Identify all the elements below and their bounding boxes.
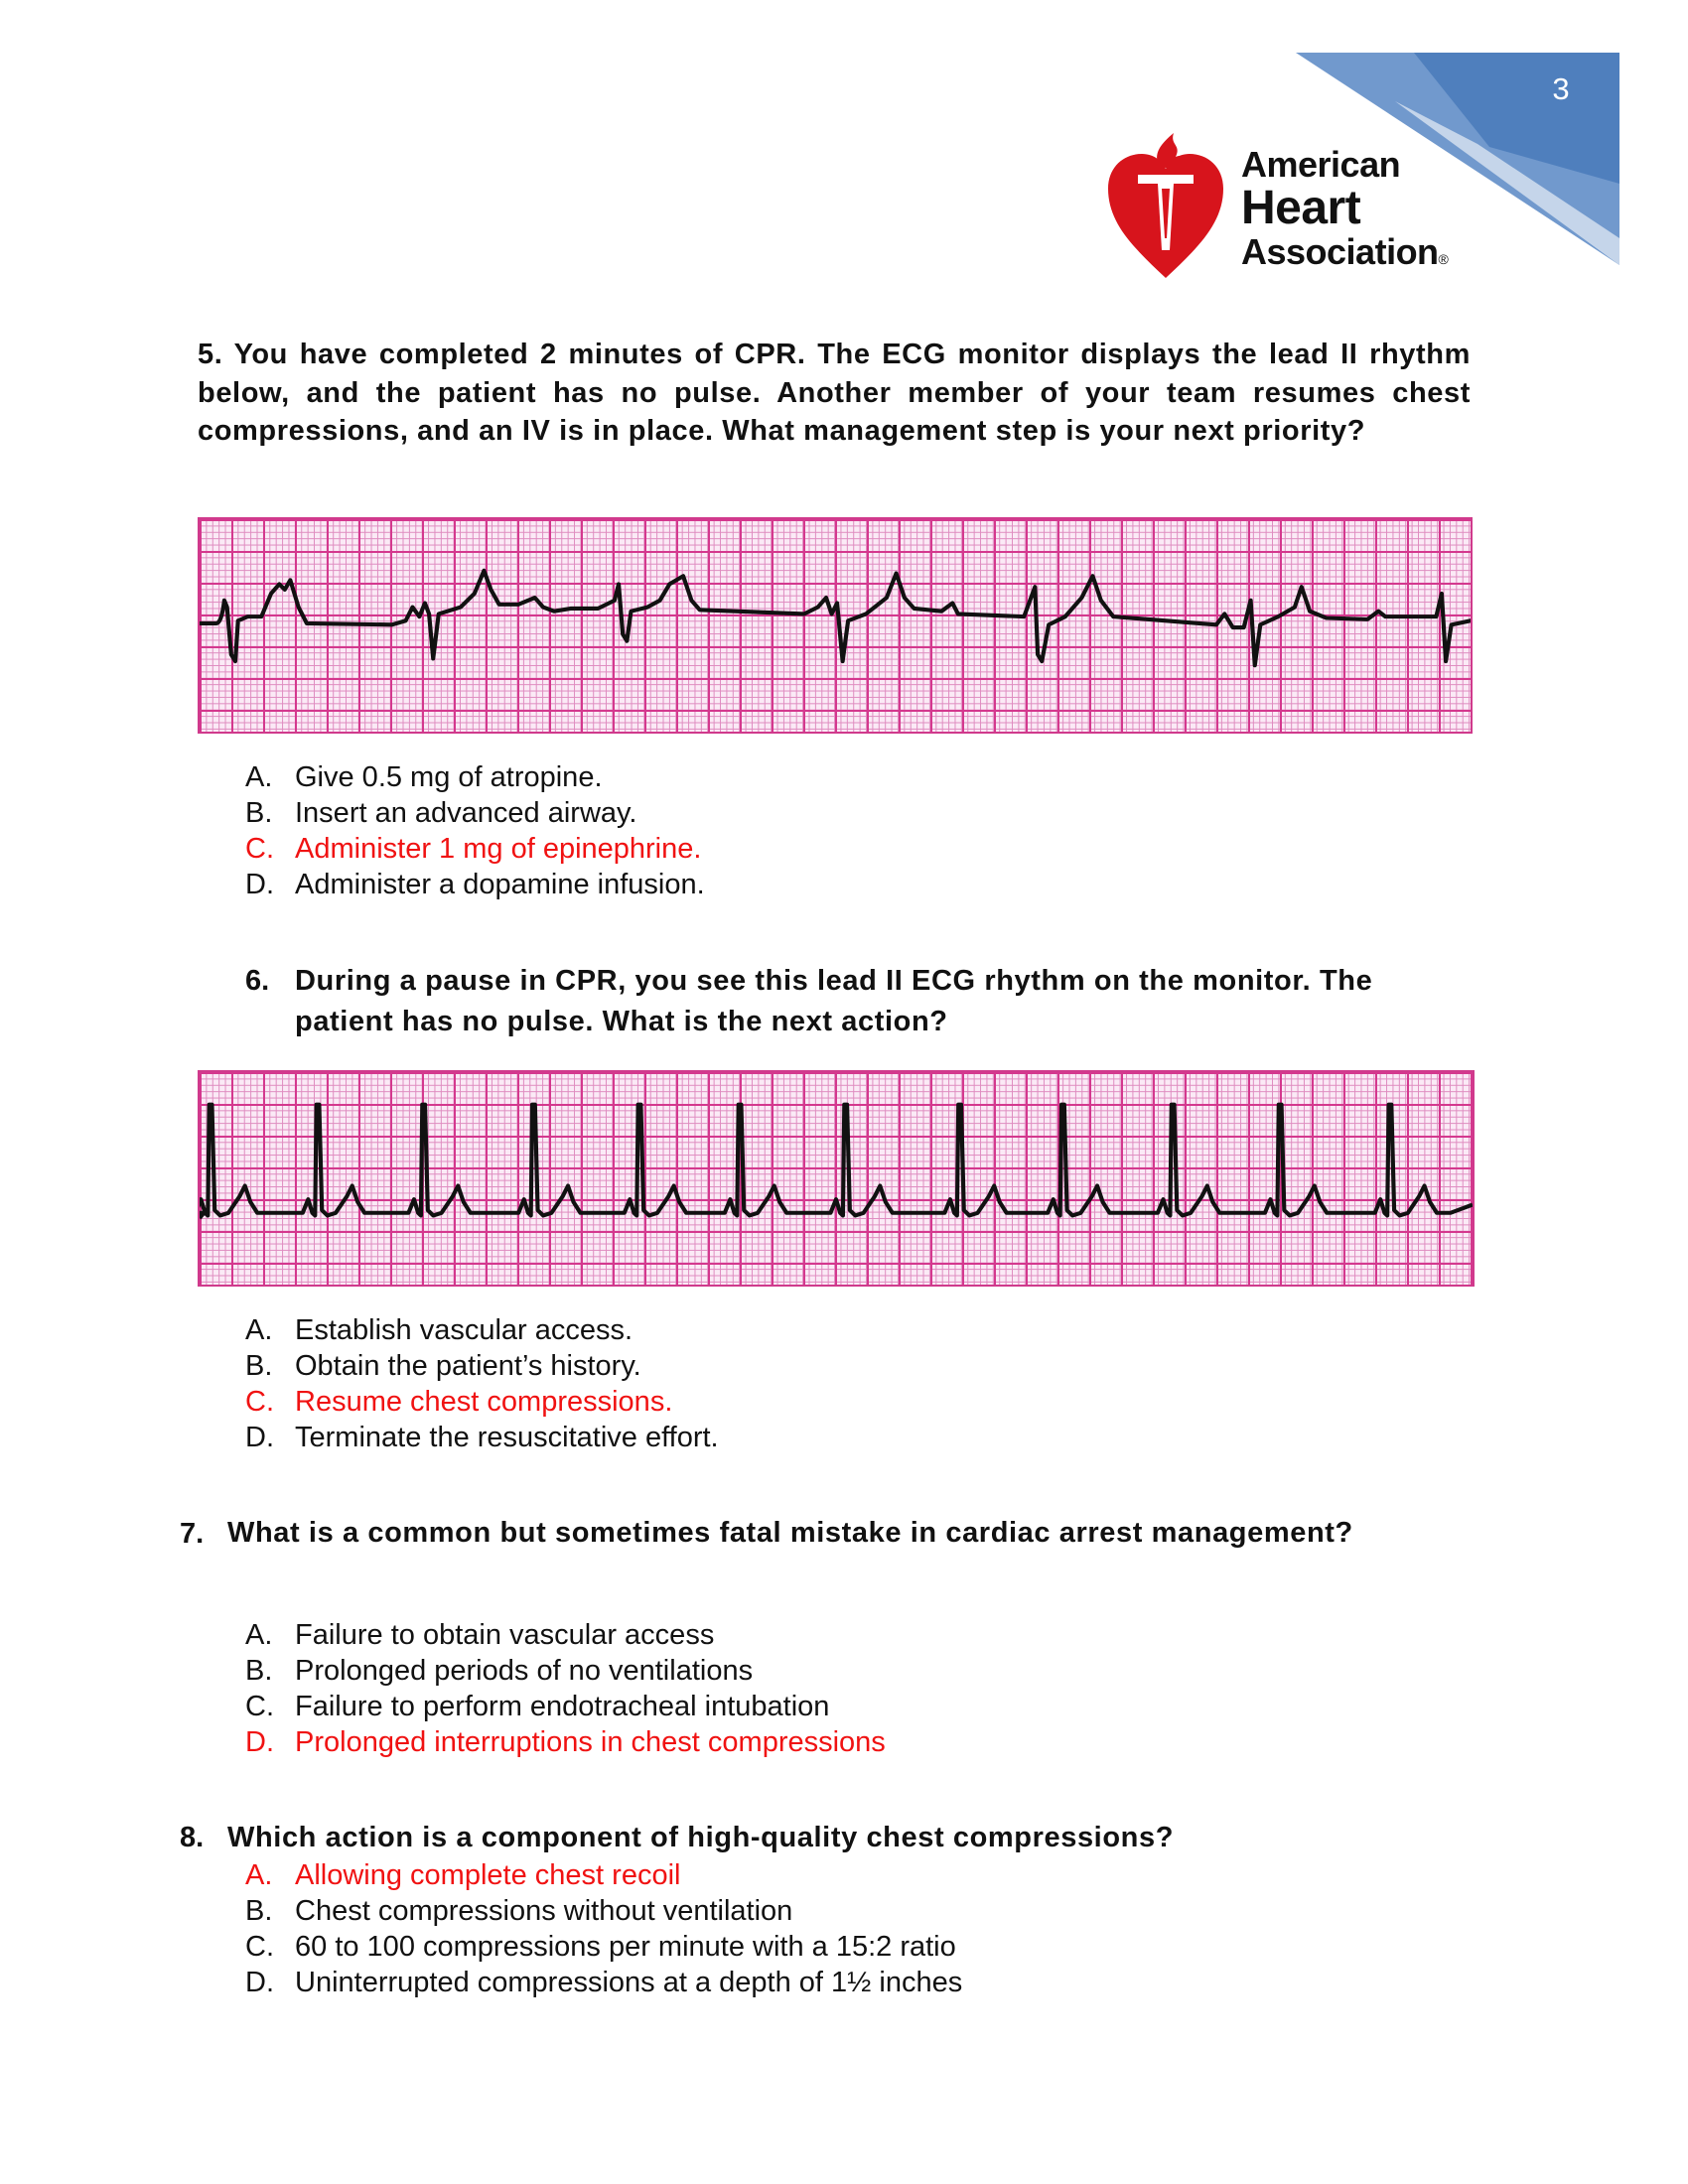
question-7-text: What is a common but sometimes fatal mistake in cardiac arrest management? <box>227 1517 1353 1549</box>
option-text: Administer a dopamine infusion. <box>295 869 705 900</box>
page-number: 3 <box>1552 71 1570 106</box>
option-text: Failure to obtain vascular access <box>295 1619 715 1651</box>
option-letter: D. <box>245 869 274 900</box>
question-5-text: You have completed 2 minutes of CPR. The ECG monitor displays the lead II rhythm below, and the patient has no pulse. Another member of your team resumes chest compressions, and an IV is in place. What management step is your next priority? <box>198 339 1471 447</box>
question-7-number: 7. <box>180 1518 205 1550</box>
option-letter: B. <box>245 1895 273 1927</box>
option-letter: A. <box>245 1859 273 1891</box>
aha-logo <box>1104 129 1481 283</box>
option-text: Resume chest compressions. <box>295 1386 673 1418</box>
option-text: Prolonged periods of no ventilations <box>295 1655 754 1687</box>
option-letter: A. <box>245 761 273 793</box>
option-text: Insert an advanced airway. <box>295 797 637 829</box>
question-5 <box>198 336 1471 451</box>
option-letter: D. <box>245 1726 274 1758</box>
option-text: Give 0.5 mg of atropine. <box>295 761 603 793</box>
ecg-strip-question-5 <box>198 517 1473 734</box>
option-letter: C. <box>245 1386 274 1418</box>
option-text: Chest compressions without ventilation <box>295 1895 793 1927</box>
logo-line-american: American <box>1241 144 1401 185</box>
option-letter: C. <box>245 1931 274 1963</box>
option-letter: A. <box>245 1619 273 1651</box>
option-text: Administer 1 mg of epinephrine. <box>295 833 702 865</box>
option-letter: B. <box>245 797 273 829</box>
question-6-text: During a pause in CPR, you see this lead II ECG rhythm on the monitor. The patient has no pulse. What is the next action? <box>295 965 1373 1037</box>
option-letter: B. <box>245 1350 273 1382</box>
question-5-number: 5. <box>198 339 223 370</box>
heart-torch-icon <box>1104 129 1228 283</box>
option-letter: B. <box>245 1655 273 1687</box>
question-6-number: 6. <box>245 965 270 997</box>
option-text: Terminate the resuscitative effort. <box>295 1422 719 1453</box>
option-text: Uninterrupted compressions at a depth of 1½ inches <box>295 1967 963 1998</box>
option-text: Failure to perform endotracheal intubation <box>295 1691 830 1722</box>
question-8-text: Which action is a component of high-quality chest compressions? <box>227 1822 1175 1853</box>
option-text: Obtain the patient’s history. <box>295 1350 641 1382</box>
logo-line-association: Association <box>1241 231 1439 272</box>
option-letter: C. <box>245 833 274 865</box>
option-text: 60 to 100 compressions per minute with a 15:2 ratio <box>295 1931 956 1963</box>
option-letter: D. <box>245 1422 274 1453</box>
logo-line-heart: Heart <box>1241 182 1361 234</box>
ecg-strip-question-6 <box>198 1070 1475 1287</box>
option-letter: D. <box>245 1967 274 1998</box>
option-text: Prolonged interruptions in chest compressions <box>295 1726 886 1758</box>
question-8-number: 8. <box>180 1822 205 1853</box>
option-letter: A. <box>245 1314 273 1346</box>
registered-mark: ® <box>1438 251 1449 267</box>
option-text: Establish vascular access. <box>295 1314 633 1346</box>
option-text: Allowing complete chest recoil <box>295 1859 681 1891</box>
option-letter: C. <box>245 1691 274 1722</box>
